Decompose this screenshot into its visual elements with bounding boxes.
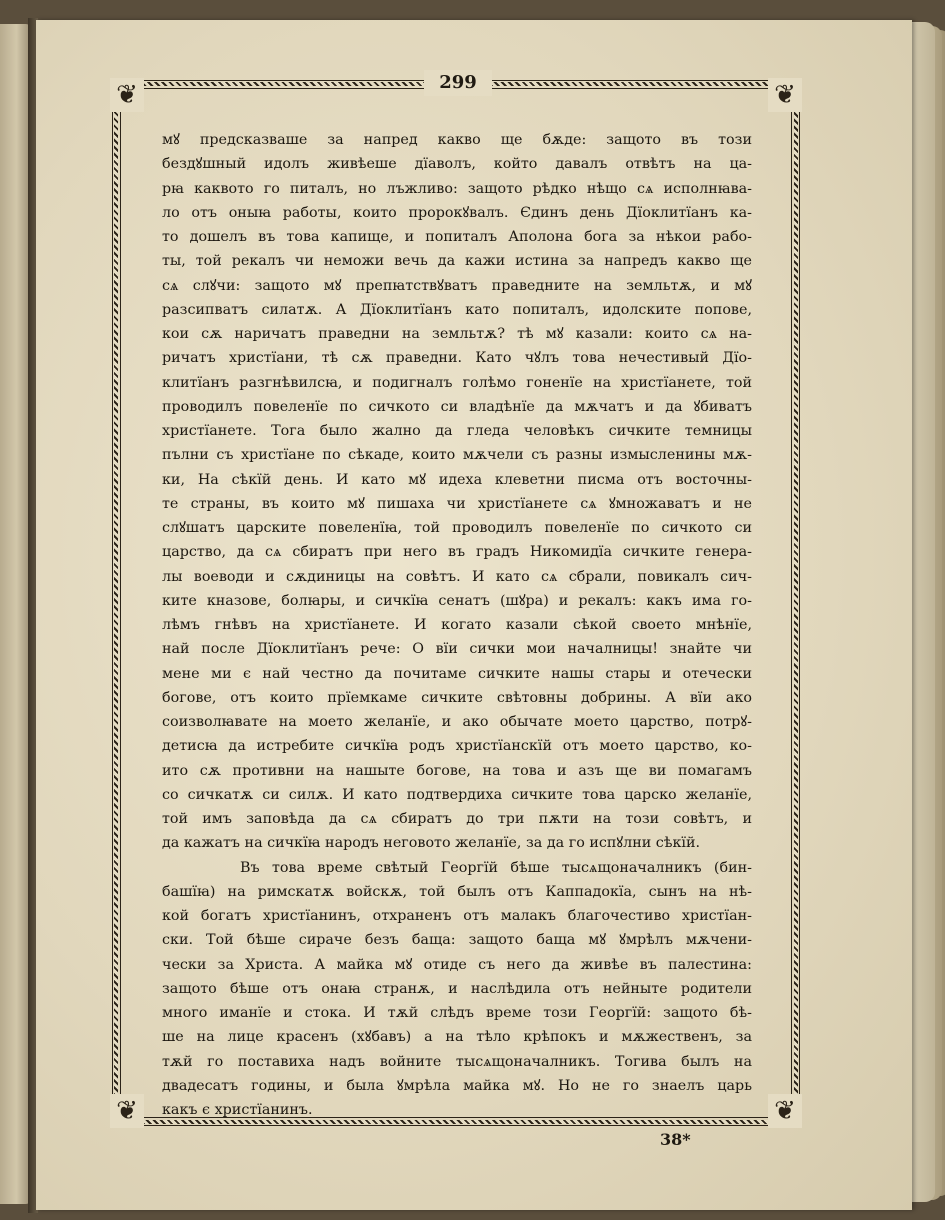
text-line: те страны, въ които мꙋ пишаха чи христїанете сѧ ꙋмножаватъ и не (162, 495, 752, 512)
text-line: царство, да сѧ сбиратъ при него въ градъ Никомидїа сичките генера- (162, 544, 752, 561)
page-number: 299 (424, 70, 492, 96)
text-line: ски. Той бѣше сираче безъ баща: защото баща мꙋ ꙋмрѣлъ мѫчени- (162, 932, 752, 949)
text-line: да кажатъ на сичкїꙗ народъ неговото желанїе, за да го испꙋлни сѣкїй. (162, 835, 701, 852)
text-line: бездꙋшный идолъ живѣеше дїаволъ, който давалъ отвѣтъ на ца- (162, 156, 752, 173)
corner-ornament-icon: ❦ (110, 1094, 144, 1128)
text-line: мене ми є най честно да почитаме сичките нашы стары и отечески (162, 665, 752, 682)
text-line: клитїанъ разгнѣвилсꙗ, и подигналъ голѣмо гоненїе на христїанете, той (162, 374, 752, 391)
text-line: рꙗ каквото го питалъ, но лъжливо: защото рѣдко нѣщо сѧ исполнꙗва- (162, 180, 752, 197)
text-line: много иманїе и стока. И тѫй слѣдъ време този Георгїй: защото бѣ- (162, 1005, 752, 1021)
text-line: какъ є христїанинъ. (162, 1102, 313, 1118)
body-text (162, 128, 752, 1122)
text-line: Въ това време свѣтый Георгїй бѣше тысѧщоначалникъ (бин- (240, 859, 752, 876)
text-line: ты, той рекалъ чи неможи вечь да кажи истина за напредъ какво ще (162, 253, 752, 270)
text-line: богове, отъ които прїемкаме сичките свѣтовны добрины. А вїи ако (162, 689, 752, 706)
text-line: ките кназове, болꙗры, и сичкїꙗ сенатъ (шꙋра) и рекалъ: какъ има го- (162, 592, 752, 609)
text-line: разсипватъ силатѫ. А Дїоклитїанъ като попиталъ, идолските попове, (162, 301, 752, 318)
text-line: ричатъ христїани, тѣ сѫ праведни. Като чꙋлъ това нечестивый Дїо- (162, 350, 752, 367)
text-line: кои сѫ наричатъ праведни на земльтѫ? тѣ мꙋ казали: които сѧ на- (162, 326, 752, 342)
text-line: ито сѫ противни на нашыте богове, на това и азъ ще ви помагамъ (162, 762, 752, 779)
text-line: тѫй го поставиха надъ войните тысѧщоначалникъ. Тогива былъ на (162, 1053, 752, 1070)
text-line: пълни съ христїане по сѣкаде, които мѫчели съ разны измысленины мѫ- (162, 447, 752, 464)
text-line: соизволꙗвате на моето желанїе, и ако обычате моето царство, потрꙋ- (162, 714, 752, 730)
text-line: кой богатъ христїанинъ, отхраненъ отъ малакъ благочестиво христїан- (162, 908, 752, 924)
corner-ornament-icon: ❦ (768, 1094, 802, 1128)
corner-ornament-icon: ❦ (768, 78, 802, 112)
text-line: защото бѣше отъ онаꙗ странѫ, и наслѣдила отъ нейныте родители (162, 980, 752, 997)
text-line: той имъ заповѣда да сѧ сбиратъ до три пѫти на този совѣтъ, и (162, 811, 752, 827)
text-line: проводилъ повеленїе по сичкото си владѣнїе да мѫчатъ и да ꙋбиватъ (162, 398, 752, 415)
previous-page-edge (0, 24, 30, 1204)
text-line: чески за Христа. А майка мꙋ отиде съ него да живѣе въ палестина: (162, 956, 752, 973)
text-line: башїꙗ) на римскатѫ войскѫ, той былъ отъ Каппадокїа, сынъ на нѣ- (162, 883, 752, 900)
text-line: детисꙗ да истребите сичкїꙗ родъ христїанскїй отъ моето царство, ко- (162, 738, 752, 755)
text-line: христїанете. Тога было жално да гледа человѣкъ сичките темницы (162, 423, 752, 439)
text-line: то дошелъ въ това капище, и попиталъ Аполона бога за нѣкои рабо- (162, 229, 752, 245)
text-line: лѣмъ гнѣвъ на христїанете. И когато казали сѣкой своето мнѣнїе, (162, 617, 752, 633)
printer-signature-mark: 38* (660, 1130, 691, 1149)
text-line: слꙋшатъ царските повеленїꙗ, той проводилъ повеленїе по сичкото си (162, 520, 752, 536)
text-line: ше на лице красенъ (хꙋбавъ) а на тѣло крѣпокъ и мѫжественъ, за (162, 1029, 752, 1046)
text-line: ки, На сѣкїй день. И като мꙋ идеха клеветни писма отъ восточны- (162, 471, 752, 488)
text-line: ло отъ оныꙗ работы, които пророкꙋвалъ. Єдинъ день Дїоклитїанъ ка- (162, 204, 752, 221)
text-line: со сичкатѫ си силѫ. И като подтвердиха сичките това царско желанїе, (162, 786, 752, 803)
corner-ornament-icon: ❦ (110, 78, 144, 112)
text-line: най после Дїоклитїанъ рече: О вїи сички мои началницы! знайте чи (162, 641, 752, 658)
text-line: лы воеводи и сѫдиницы на совѣтъ. И като сѧ сбрали, повикалъ сич- (162, 568, 752, 585)
text-line: мꙋ предсказваше за напред какво ще бѫде: защото въ този (162, 132, 752, 148)
text-line: двадесатъ годины, и была ꙋмрѣла майка мꙋ. Но не го знаелъ царь (162, 1077, 752, 1094)
text-line: сѧ слꙋчи: защото мꙋ препꙗтствꙋватъ праведните на земльтѫ, и мꙋ (162, 277, 752, 294)
